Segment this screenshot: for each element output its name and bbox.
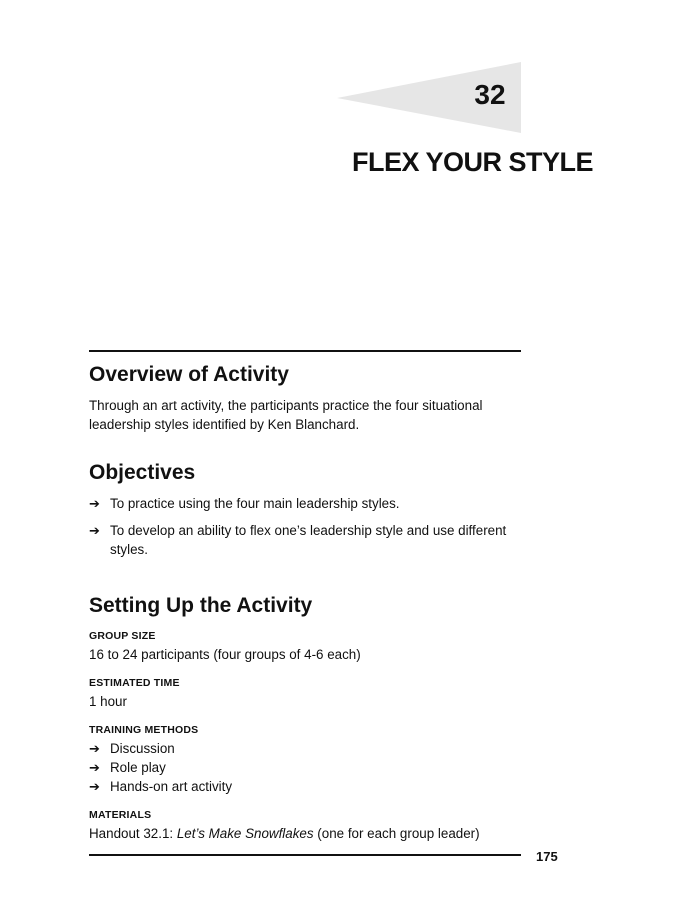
overview-section [89, 362, 521, 434]
setup-heading: Setting Up the Activity [89, 594, 313, 617]
method-text: Hands-on art activity [110, 779, 233, 794]
list-item [89, 521, 521, 559]
page-content [89, 362, 521, 843]
overview-text: Through an art activity, the participants practice the four situational leadership styles identified by Ken Blanchard. [89, 398, 483, 432]
materials-prefix: Handout 32.1: [89, 826, 177, 841]
page-number: 175 [536, 849, 558, 864]
arrow-right-icon: ➔ [89, 496, 100, 511]
objectives-section [89, 460, 521, 559]
objective-text: To develop an ability to flex one’s leadership style and use different styles. [110, 523, 507, 557]
arrow-right-icon: ➔ [89, 523, 100, 538]
time-label: ESTIMATED TIME [89, 677, 180, 689]
objectives-heading: Objectives [89, 461, 196, 484]
materials-handout-title: Let’s Make Snowflakes [176, 826, 314, 841]
top-divider [89, 350, 521, 352]
objective-text: To practice using the four main leadership styles. [110, 496, 400, 511]
arrow-right-icon: ➔ [89, 741, 100, 756]
chapter-title: FLEX YOUR STYLE [351, 147, 593, 177]
setup-section [89, 593, 521, 843]
group-size-value: 16 to 24 participants (four groups of 4-6 each) [89, 647, 361, 662]
method-text: Discussion [110, 741, 175, 756]
materials-suffix: (one for each group leader) [313, 826, 480, 841]
list-item [89, 777, 521, 796]
bottom-divider [89, 854, 521, 856]
chapter-number: 32 [474, 79, 506, 110]
group-size-label: GROUP SIZE [89, 630, 156, 642]
time-value: 1 hour [89, 694, 127, 709]
list-item [89, 758, 521, 777]
methods-list [89, 739, 521, 796]
overview-heading: Overview of Activity [89, 363, 289, 386]
method-text: Role play [110, 760, 166, 775]
list-item [89, 494, 521, 513]
arrow-right-icon: ➔ [89, 760, 100, 775]
materials-label: MATERIALS [89, 809, 152, 821]
materials-value [89, 824, 521, 843]
arrow-right-icon: ➔ [89, 779, 100, 794]
list-item [89, 739, 521, 758]
methods-label: TRAINING METHODS [89, 724, 199, 736]
objectives-list [89, 494, 521, 559]
